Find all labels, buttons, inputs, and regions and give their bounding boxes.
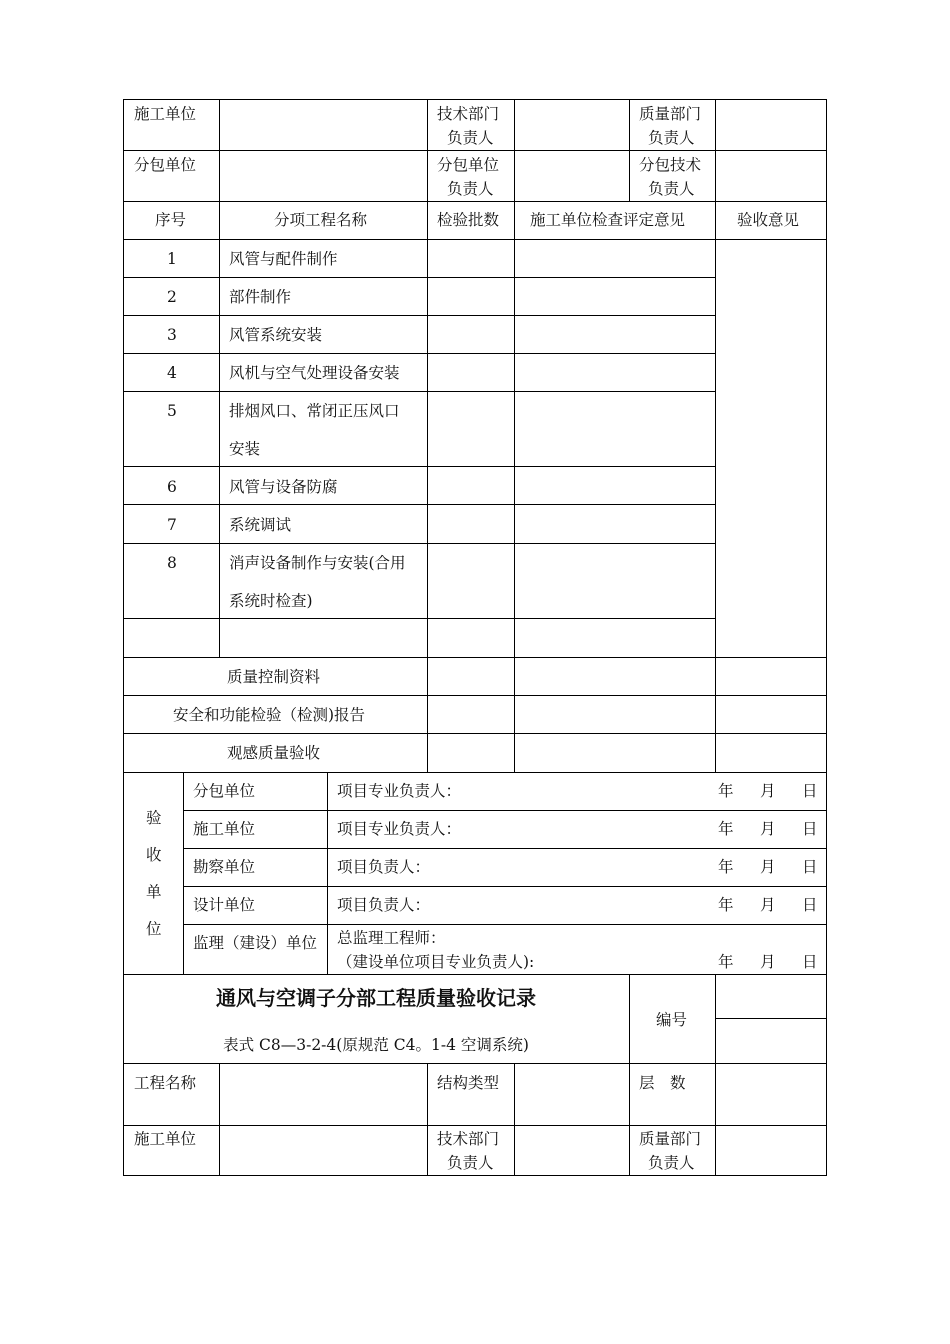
tech-dept-head-label-line1: 技术部门 [437, 105, 500, 123]
acceptance-person-contractor: 项目专业负责人： [337, 820, 462, 838]
number-label: 编号 [656, 1011, 688, 1029]
date-year: 年 [718, 896, 734, 914]
acceptance-person-design: 项目负责人： [337, 896, 431, 914]
tech-dept-head-label-bottom-line2: 负责人 [447, 1154, 494, 1172]
date-month: 月 [760, 782, 776, 800]
subcontract-head-label-line2: 负责人 [447, 180, 494, 198]
date-year: 年 [718, 820, 734, 838]
acceptance-side-label-2: 收 [146, 846, 162, 864]
acceptance-unit-supervision: 监理（建设）单位 [193, 934, 318, 952]
project-name-label: 工程名称 [134, 1074, 197, 1092]
subcontract-head-label-line1: 分包单位 [437, 156, 500, 174]
date-month: 月 [760, 953, 776, 971]
acceptance-side-label-4: 位 [146, 920, 162, 938]
table-row-6-name: 风管与设备防腐 [229, 478, 338, 496]
table-row-5-name-line1: 排烟风口、常闭正压风口 [229, 402, 400, 420]
tech-dept-head-label-line2: 负责人 [447, 129, 494, 147]
table-row-8-name-line1: 消声设备制作与安装(合用 [229, 554, 406, 572]
floors-label: 层 数 [639, 1074, 686, 1092]
column-header-item-name: 分项工程名称 [274, 211, 368, 229]
table-row-6-no: 6 [167, 478, 177, 496]
table-row-5-name-line2: 安装 [229, 440, 261, 458]
acceptance-unit-survey: 勘察单位 [193, 858, 256, 876]
date-month: 月 [760, 896, 776, 914]
tech-dept-head-label-bottom-line1: 技术部门 [437, 1130, 500, 1148]
number-field-bottom[interactable] [716, 1019, 826, 1063]
subcontract-tech-head-label-line2: 负责人 [648, 180, 695, 198]
table-row-7-no: 7 [167, 516, 177, 534]
table-row-1-no: 1 [167, 250, 177, 268]
safety-function-report-label: 安全和功能检验（检测)报告 [173, 706, 366, 724]
acceptance-person-subcontract: 项目专业负责人： [337, 782, 462, 800]
table-row-3-name: 风管系统安装 [229, 326, 323, 344]
date-year: 年 [718, 858, 734, 876]
date-day: 日 [802, 858, 818, 876]
construction-unit-label-bottom: 施工单位 [134, 1130, 197, 1148]
acceptance-unit-subcontract: 分包单位 [193, 782, 256, 800]
acceptance-unit-design: 设计单位 [193, 896, 256, 914]
acceptance-side-label-3: 单 [146, 883, 162, 901]
quality-dept-head-label-bottom-line1: 质量部门 [639, 1130, 702, 1148]
subcontract-unit-label: 分包单位 [134, 156, 197, 174]
table-row-8-name-line2: 系统时检查) [229, 592, 313, 610]
date-month: 月 [760, 858, 776, 876]
table-row-5-no: 5 [167, 402, 177, 420]
quality-control-label: 质量控制资料 [227, 668, 321, 686]
appearance-quality-label: 观感质量验收 [227, 744, 321, 762]
acceptance-side-label-1: 验 [146, 809, 162, 827]
date-month: 月 [760, 820, 776, 838]
column-header-batch-count: 检验批数 [437, 211, 500, 229]
table-row-2-no: 2 [167, 288, 177, 306]
date-year: 年 [718, 953, 734, 971]
number-field-top[interactable] [716, 975, 826, 1018]
acceptance-person-supervision: 总监理工程师： [337, 929, 446, 947]
subcontract-tech-head-label-line1: 分包技术 [639, 156, 702, 174]
column-header-acceptance-opinion: 验收意见 [737, 211, 800, 229]
table-row-4-name: 风机与空气处理设备安装 [229, 364, 400, 382]
date-year: 年 [718, 782, 734, 800]
quality-dept-head-label-line1: 质量部门 [639, 105, 702, 123]
acceptance-person-supervision-line2: （建设单位项目专业负责人): [337, 953, 535, 971]
date-day: 日 [802, 896, 818, 914]
acceptance-unit-contractor: 施工单位 [193, 820, 256, 838]
column-header-no: 序号 [155, 211, 187, 229]
table-row-4-no: 4 [167, 364, 177, 382]
table-row-1-name: 风管与配件制作 [229, 250, 338, 268]
table-row-3-no: 3 [167, 326, 177, 344]
date-day: 日 [802, 782, 818, 800]
date-day: 日 [802, 953, 818, 971]
form-code: 表式 C8—3-2-4(原规范 C4。1-4 空调系统) [223, 1036, 529, 1054]
construction-unit-label: 施工单位 [134, 105, 197, 123]
table-row-8-no: 8 [167, 554, 177, 572]
date-day: 日 [802, 820, 818, 838]
table-row-2-name: 部件制作 [229, 288, 292, 306]
acceptance-person-survey: 项目负责人： [337, 858, 431, 876]
table-row-7-name: 系统调试 [229, 516, 292, 534]
quality-dept-head-label-bottom-line2: 负责人 [648, 1154, 695, 1172]
structure-type-label: 结构类型 [437, 1074, 500, 1092]
quality-dept-head-label-line2: 负责人 [648, 129, 695, 147]
form-title: 通风与空调子分部工程质量验收记录 [216, 986, 536, 1010]
column-header-contractor-opinion: 施工单位检查评定意见 [530, 211, 686, 229]
